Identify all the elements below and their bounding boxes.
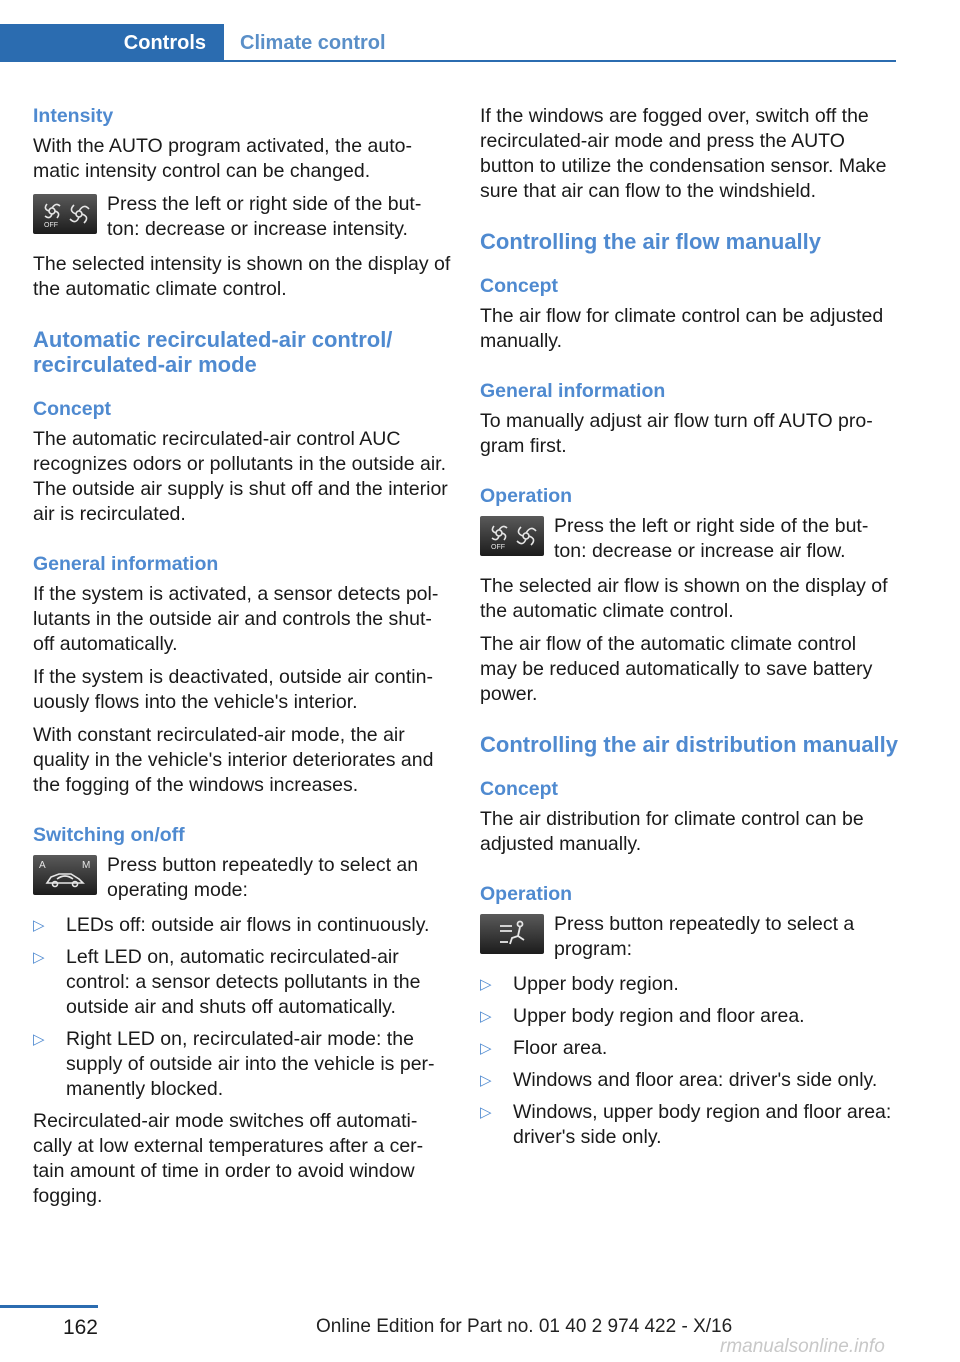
svg-text:OFF: OFF: [491, 544, 505, 551]
airflow-concept-text: The air flow for climate control can be adjusted manually.: [480, 305, 884, 352]
airflow-icon-text: Press the left or right side of the but‐ton: decrease or increase air flow.: [554, 515, 869, 562]
airflow-battery-text: The air flow of the automatic climate control may be reduced automatically to save battery power.: [480, 633, 873, 705]
svg-text:A: A: [39, 860, 46, 871]
triangle-bullet-icon: ▷: [33, 917, 45, 934]
auc-concept-heading: Concept: [33, 398, 111, 420]
switching-heading: Switching on/off: [33, 824, 185, 846]
intensity-text: With the AUTO program activated, the auto‐matic intensity control can be changed.: [33, 135, 412, 182]
svg-text:OFF: OFF: [44, 222, 58, 229]
tab-controls: Controls: [0, 24, 224, 62]
triangle-bullet-icon: ▷: [480, 1104, 492, 1121]
distribution-heading: Controlling the air distribution manually: [480, 732, 899, 757]
distribution-operation-heading: Operation: [480, 883, 573, 905]
switching-icon-text: Press button repeatedly to select an operating mode:: [107, 854, 419, 901]
list-item: ▷ Left LED on, automatic recirculated-air control: a sensor detects pollutants in the outside air and shuts off automatically.: [33, 946, 421, 1018]
triangle-bullet-icon: ▷: [480, 1008, 492, 1025]
distribution-concept-text: The air distribution for climate control can be adjusted manually.: [480, 808, 864, 855]
triangle-bullet-icon: ▷: [33, 949, 45, 966]
air-recirculation-button-icon: [33, 855, 97, 895]
triangle-bullet-icon: ▷: [480, 1040, 492, 1057]
triangle-bullet-icon: ▷: [33, 1031, 45, 1048]
left-column: [33, 104, 451, 1217]
list-item: ▷ Upper body region and floor area.: [480, 1005, 805, 1027]
list-item: ▷ Floor area.: [480, 1037, 608, 1059]
recirculation-autooff-text: Recirculated-air mode switches off automati‐cally at low external temperatures after a cer‐tain amount of time in order to avoid window fogging.: [33, 1110, 424, 1207]
airflow-operation-heading: Operation: [480, 485, 573, 507]
list-item: ▷ LEDs off: outside air flows in continuously.: [33, 914, 430, 936]
airflow-concept-heading: Concept: [480, 275, 558, 297]
fan-off-button-icon: [33, 194, 97, 234]
intensity-display-text: The selected intensity is shown on the display of the automatic climate control.: [33, 253, 451, 300]
list-item: ▷ Windows, upper body region and floor area: driver's side only.: [480, 1101, 892, 1148]
intensity-heading: Intensity: [33, 105, 114, 127]
distribution-icon-paragraph: [480, 912, 898, 962]
fogged-windows-text: If the windows are fogged over, switch off the recirculated-air mode and press the AUTO button to utilize the condensation sensor. Make sure that air can flow to the windshield.: [480, 105, 887, 202]
edition-text: Online Edition for Part no. 01 40 2 974 422 - X/16: [316, 1316, 733, 1337]
distribution-concept-heading: Concept: [480, 778, 558, 800]
air-distribution-button-icon: [480, 914, 544, 954]
page-number: 162: [62, 1316, 98, 1339]
airflow-general-heading: General information: [480, 380, 666, 402]
auc-general-text-1: If the system is activated, a sensor detects pol‐lutants in the outside air and controls the shut‐off automatically.: [33, 583, 439, 655]
list-item: ▷ Upper body region.: [480, 973, 679, 995]
triangle-bullet-icon: ▷: [480, 1072, 492, 1089]
airflow-icon-paragraph: [480, 514, 898, 564]
intensity-icon-text: Press the left or right side of the but‐ton: decrease or increase intensity.: [107, 193, 422, 240]
intensity-icon-paragraph: [33, 192, 451, 242]
switching-mode-list: [33, 913, 451, 1102]
tab-climate-control: Climate control: [240, 31, 386, 54]
svg-text:M: M: [82, 860, 91, 871]
header-rule: [224, 60, 896, 62]
airflow-heading: Controlling the air flow manually: [480, 229, 822, 254]
triangle-bullet-icon: ▷: [480, 976, 492, 993]
list-item: ▷ Right LED on, recirculated-air mode: the supply of outside air into the vehicle is per‐manently blocked.: [33, 1028, 435, 1100]
footer-rule: [0, 1305, 98, 1308]
distribution-program-list: [480, 972, 898, 1150]
auc-concept-text: The automatic recirculated-air control AUC recognizes odors or pollutants in the outside air. The outside air supply is shut off and the interior air is recirculated.: [33, 428, 448, 525]
list-item: ▷ Windows and floor area: driver's side only.: [480, 1069, 878, 1091]
right-column: [480, 104, 898, 1157]
distribution-icon-text: Press button repeatedly to select a program:: [554, 913, 855, 960]
auc-general-text-3: With constant recirculated-air mode, the air quality in the vehicle's interior deteriorates and the fogging of the windows increases.: [33, 724, 434, 796]
airflow-display-text: The selected air flow is shown on the display of the automatic climate control.: [480, 575, 888, 622]
auc-heading: Automatic recirculated-air control/ recirculated-air mode: [33, 327, 393, 377]
airflow-general-text: To manually adjust air flow turn off AUTO pro‐gram first.: [480, 410, 873, 457]
auc-general-text-2: If the system is deactivated, outside air contin‐uously flows into the vehicle's interior.: [33, 666, 433, 713]
auc-general-heading: General information: [33, 553, 219, 575]
fan-off-button-icon: [480, 516, 544, 556]
switching-icon-paragraph: [33, 853, 451, 903]
watermark: rmanualsonline.info: [720, 1336, 885, 1357]
